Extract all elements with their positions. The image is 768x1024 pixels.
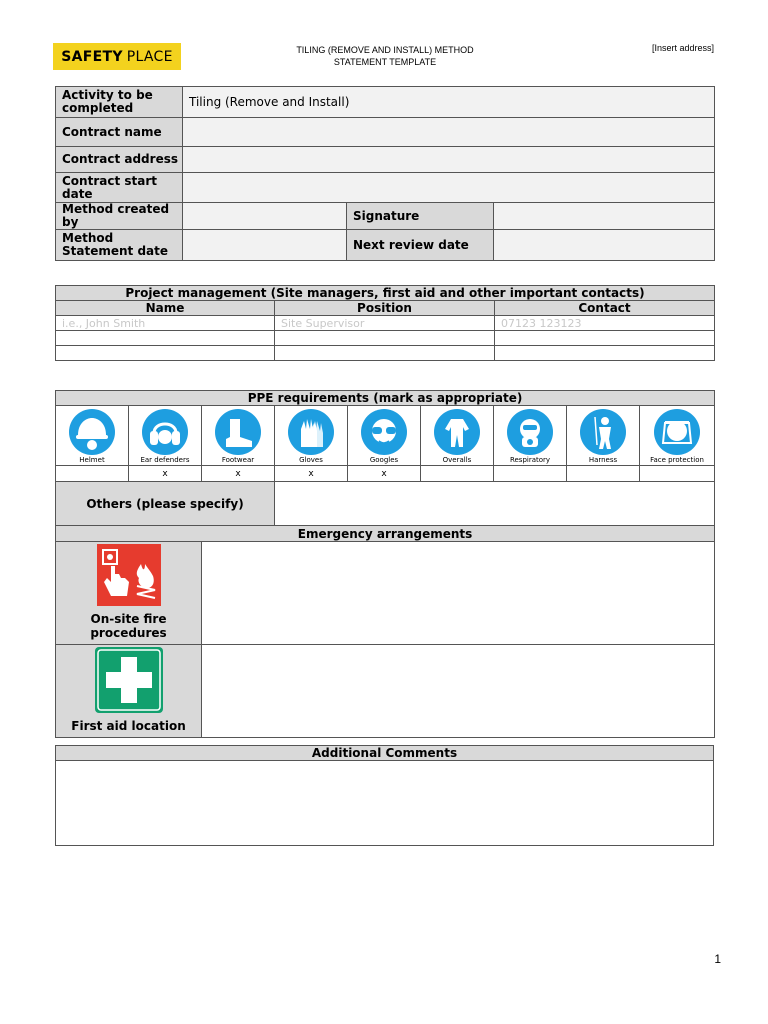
contract-start-field[interactable] bbox=[183, 173, 715, 203]
ppe-caption: Face protection bbox=[650, 456, 704, 464]
ppe-item-gloves bbox=[275, 406, 348, 466]
col-name: Name bbox=[56, 301, 275, 316]
emergency-title: Emergency arrangements bbox=[56, 526, 715, 542]
first-aid-field[interactable] bbox=[202, 645, 715, 738]
face-shield-icon bbox=[653, 409, 701, 455]
ppe-item-harness bbox=[567, 406, 640, 466]
ppe-title: PPE requirements (mark as appropriate) bbox=[56, 391, 715, 406]
contract-address-field[interactable] bbox=[183, 147, 715, 173]
position-cell[interactable]: Site Supervisor bbox=[275, 316, 495, 331]
ppe-caption: Harness bbox=[588, 456, 618, 464]
col-contact: Contact bbox=[495, 301, 715, 316]
ppe-mark-cell[interactable] bbox=[640, 466, 715, 482]
ppe-mark-cell[interactable] bbox=[494, 466, 567, 482]
project-table bbox=[55, 285, 715, 361]
ppe-item-ear-defenders bbox=[129, 406, 202, 466]
title-line-2: STATEMENT TEMPLATE bbox=[333, 57, 437, 67]
ppe-item-goggles bbox=[348, 406, 421, 466]
ppe-caption: Footwear bbox=[221, 456, 255, 464]
ppe-item-helmet bbox=[56, 406, 129, 466]
position-cell[interactable] bbox=[275, 346, 495, 361]
signature-field[interactable] bbox=[494, 203, 715, 230]
page-number: 1 bbox=[714, 952, 721, 966]
ppe-mark-cell[interactable]: x bbox=[348, 466, 421, 482]
ppe-item-overalls bbox=[421, 406, 494, 466]
title-line-1: TILING (REMOVE AND INSTALL) METHOD bbox=[296, 45, 474, 55]
col-position: Position bbox=[275, 301, 495, 316]
name-cell[interactable]: i.e., John Smith bbox=[56, 316, 275, 331]
fire-alarm-icon bbox=[97, 544, 161, 606]
goggles-icon bbox=[360, 409, 408, 455]
activity-value[interactable]: Tiling (Remove and Install) bbox=[183, 87, 715, 118]
fire-label: On-site fire procedures bbox=[90, 612, 167, 640]
activity-label: Activity to be completed bbox=[56, 87, 183, 118]
logo-bold: SAFETY bbox=[61, 48, 123, 65]
document-title bbox=[280, 44, 490, 68]
ppe-item-face-shield bbox=[640, 406, 715, 466]
position-cell[interactable] bbox=[275, 331, 495, 346]
fire-procedures-box bbox=[56, 542, 202, 645]
ppe-caption: Respiratory bbox=[509, 456, 551, 464]
method-created-label: Method created by bbox=[56, 203, 183, 230]
respirator-icon bbox=[506, 409, 554, 455]
ppe-mark-cell[interactable]: x bbox=[202, 466, 275, 482]
method-created-field[interactable] bbox=[183, 203, 347, 230]
signature-label: Signature bbox=[347, 203, 494, 230]
project-title: Project management (Site managers, first aid and other important contacts) bbox=[56, 286, 715, 301]
contact-cell[interactable]: 07123 123123 bbox=[495, 316, 715, 331]
comments-title: Additional Comments bbox=[56, 746, 714, 761]
ppe-mark-cell[interactable]: x bbox=[275, 466, 348, 482]
logo-rest: PLACE bbox=[126, 48, 173, 65]
ppe-mark-cell[interactable] bbox=[56, 466, 129, 482]
others-field[interactable] bbox=[275, 482, 715, 526]
method-date-field[interactable] bbox=[183, 230, 347, 261]
contract-start-label: Contract start date bbox=[56, 173, 183, 203]
comments-field[interactable] bbox=[56, 761, 714, 846]
ppe-mark-cell[interactable] bbox=[567, 466, 640, 482]
ppe-item-respirator bbox=[494, 406, 567, 466]
boot-icon bbox=[214, 409, 262, 455]
contract-name-field[interactable] bbox=[183, 118, 715, 147]
method-date-label: Method Statement date bbox=[56, 230, 183, 261]
others-label: Others (please specify) bbox=[56, 482, 275, 526]
details-table bbox=[55, 86, 715, 261]
fire-procedures-field[interactable] bbox=[202, 542, 715, 645]
contract-address-label: Contract address bbox=[56, 147, 183, 173]
ppe-mark-cell[interactable] bbox=[421, 466, 494, 482]
harness-icon bbox=[579, 409, 627, 455]
ppe-caption: Googles bbox=[369, 456, 399, 464]
helmet-icon bbox=[68, 409, 116, 455]
ppe-caption: Overalls bbox=[442, 456, 472, 464]
gloves-icon bbox=[287, 409, 335, 455]
overalls-icon bbox=[433, 409, 481, 455]
ppe-table bbox=[55, 390, 715, 738]
ppe-caption: Gloves bbox=[299, 456, 323, 464]
name-cell[interactable] bbox=[56, 346, 275, 361]
next-review-field[interactable] bbox=[494, 230, 715, 261]
first-aid-label: First aid location bbox=[71, 719, 186, 733]
ppe-item-boot bbox=[202, 406, 275, 466]
contract-name-label: Contract name bbox=[56, 118, 183, 147]
first-aid-box bbox=[56, 645, 202, 738]
safety-place-logo bbox=[53, 43, 181, 70]
first-aid-icon bbox=[95, 647, 163, 713]
address-placeholder: [Insert address] bbox=[651, 43, 714, 53]
ppe-caption: Ear defenders bbox=[140, 456, 190, 464]
ppe-mark-cell[interactable]: x bbox=[129, 466, 202, 482]
next-review-label: Next review date bbox=[347, 230, 494, 261]
ppe-caption: Helmet bbox=[79, 456, 105, 464]
name-cell[interactable] bbox=[56, 331, 275, 346]
contact-cell[interactable] bbox=[495, 346, 715, 361]
comments-table bbox=[55, 745, 714, 846]
contact-cell[interactable] bbox=[495, 331, 715, 346]
ear-defenders-icon bbox=[141, 409, 189, 455]
